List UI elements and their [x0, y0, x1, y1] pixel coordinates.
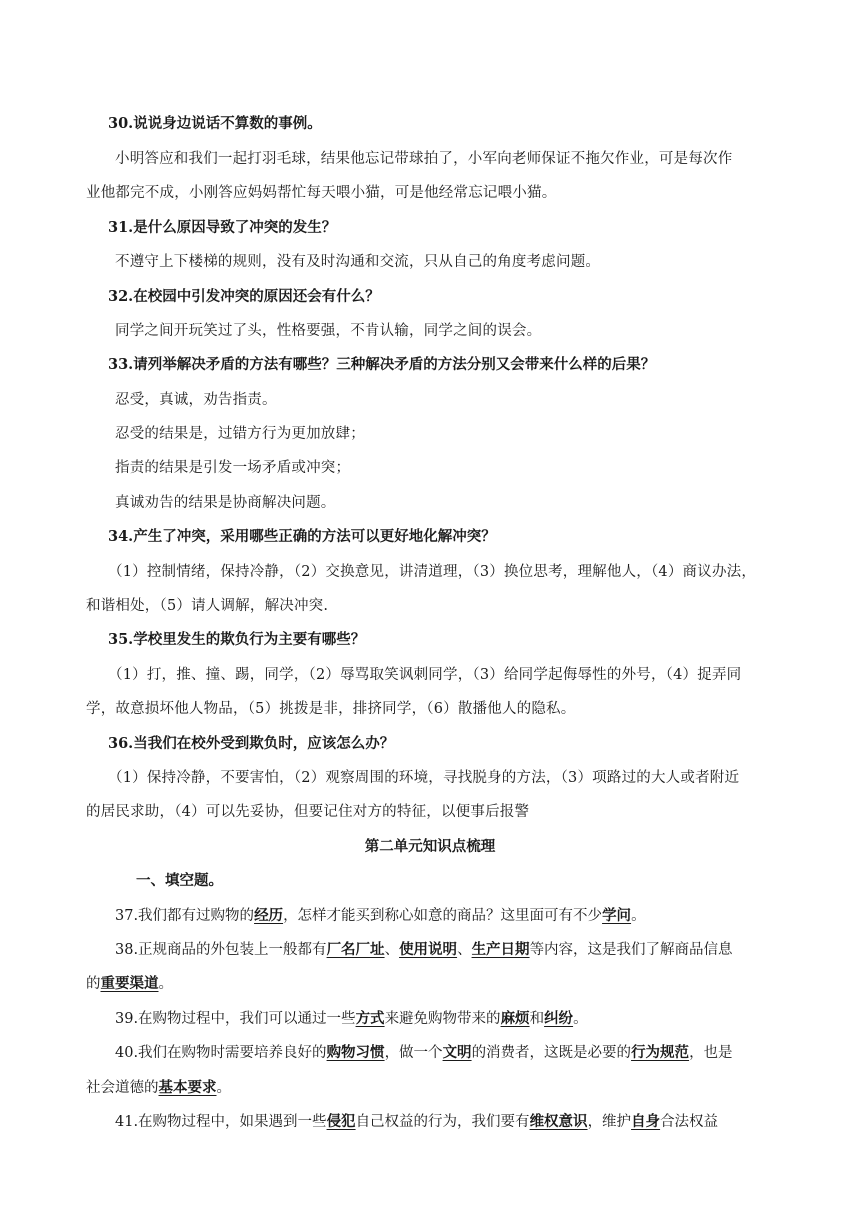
- question-30-answer-line-1: 小明答应和我们一起打羽毛球，结果他忘记带球拍了，小军向老师保证不拖欠作业，可是每次作: [115, 151, 733, 167]
- fill-item-38-line-2: 的重要渠道。: [86, 975, 173, 992]
- answer-keyword: 重要渠道: [100, 975, 159, 992]
- fill-item-38-line-1: 38.正规商品的外包装上一般都有厂名厂址、使用说明、生产日期等内容，这是我们了解商品信息: [115, 941, 733, 958]
- question-31-title: 31.是什么原因导致了冲突的发生？: [108, 219, 337, 236]
- answer-keyword: 经历: [254, 907, 284, 924]
- question-35-answer-line-2: 学，故意损坏他人物品，（5）挑拨是非，排挤同学，（6）散播他人的隐私。: [86, 701, 576, 717]
- answer-keyword: 自身: [631, 1113, 661, 1130]
- question-34-answer-line-2: 和谐相处，（5）请人调解，解决冲突.: [86, 598, 329, 614]
- answer-keyword: 纠纷: [544, 1010, 574, 1027]
- answer-keyword: 文明: [442, 1044, 472, 1061]
- unit-title: 第二单元知识点梳理: [364, 838, 496, 855]
- question-31-answer: 不遵守上下楼梯的规则，没有及时沟通和交流，只从自己的角度考虑问题。: [115, 254, 601, 270]
- question-34-answer-line-1: （1）控制情绪，保持冷静，（2）交换意见，讲清道理，（3）换位思考，理解他人，（4）商议办法，: [108, 564, 757, 580]
- answer-keyword: 麻烦: [500, 1010, 530, 1027]
- question-33-answer-line-4: 真诚劝告的结果是协商解决问题。: [115, 495, 336, 511]
- section-heading: 一、填空题。: [136, 872, 223, 889]
- question-34-title: 34.产生了冲突，采用哪些正确的方法可以更好地化解冲突？: [108, 528, 496, 545]
- answer-keyword: 厂名厂址: [326, 941, 385, 958]
- question-36-title: 36.当我们在校外受到欺负时，应该怎么办？: [108, 735, 395, 752]
- answer-keyword: 学问: [602, 907, 632, 924]
- answer-keyword: 方式: [355, 1010, 385, 1027]
- answer-keyword: 使用说明: [399, 941, 458, 958]
- question-33-title: 33.请列举解决矛盾的方法有哪些？三种解决矛盾的方法分别又会带来什么样的后果？: [108, 356, 656, 373]
- answer-keyword: 购物习惯: [326, 1044, 385, 1061]
- answer-keyword: 生产日期: [471, 941, 530, 958]
- question-35-answer-line-1: （1）打，推、撞、踢，同学，（2）辱骂取笑讽刺同学，（3）给同学起侮辱性的外号，（4）捉弄同: [108, 667, 742, 683]
- answer-keyword: 基本要求: [158, 1079, 217, 1096]
- question-32-title: 32.在校园中引发冲突的原因还会有什么？: [108, 288, 380, 305]
- question-36-answer-line-2: 的居民求助，（4）可以先妥协，但要记住对方的特征，以便事后报警: [86, 804, 530, 820]
- question-30-answer-line-2: 业他都完不成，小刚答应妈妈帮忙每天喂小猫，可是他经常忘记喂小猫。: [86, 185, 557, 201]
- question-33-answer-line-2: 忍受的结果是，过错方行为更加放肆；: [115, 426, 365, 442]
- question-30-title: 30.说说身边说话不算数的事例。: [108, 115, 322, 132]
- question-36-answer-line-1: （1）保持冷静，不要害怕，（2）观察周围的环境，寻找脱身的方法，（3）项路过的大人或者附近: [108, 770, 740, 786]
- fill-item-37: 37.我们都有过购物的经历，怎样才能买到称心如意的商品？这里面可有不少学问。: [115, 907, 646, 924]
- fill-item-39: 39.在购物过程中，我们可以通过一些方式来避免购物带来的麻烦和纠纷。: [115, 1010, 588, 1027]
- answer-keyword: 维权意识: [529, 1113, 588, 1130]
- question-33-answer-line-1: 忍受，真诚，劝告指责。: [115, 392, 277, 408]
- fill-item-40-line-2: 社会道德的基本要求。: [86, 1079, 231, 1096]
- question-33-answer-line-3: 指责的结果是引发一场矛盾或冲突；: [115, 460, 351, 476]
- fill-item-41: 41.在购物过程中，如果遇到一些侵犯自己权益的行为，我们要有维权意识，维护自身合法权益: [115, 1113, 719, 1130]
- question-32-answer: 同学之间开玩笑过了头，性格要强，不肯认输，同学之间的误会。: [115, 323, 542, 339]
- fill-item-40-line-1: 40.我们在购物时需要培养良好的购物习惯，做一个文明的消费者，这既是必要的行为规范，也是: [115, 1044, 733, 1061]
- answer-keyword: 侵犯: [326, 1113, 356, 1130]
- question-35-title: 35.学校里发生的欺负行为主要有哪些？: [108, 631, 366, 648]
- answer-keyword: 行为规范: [631, 1044, 690, 1061]
